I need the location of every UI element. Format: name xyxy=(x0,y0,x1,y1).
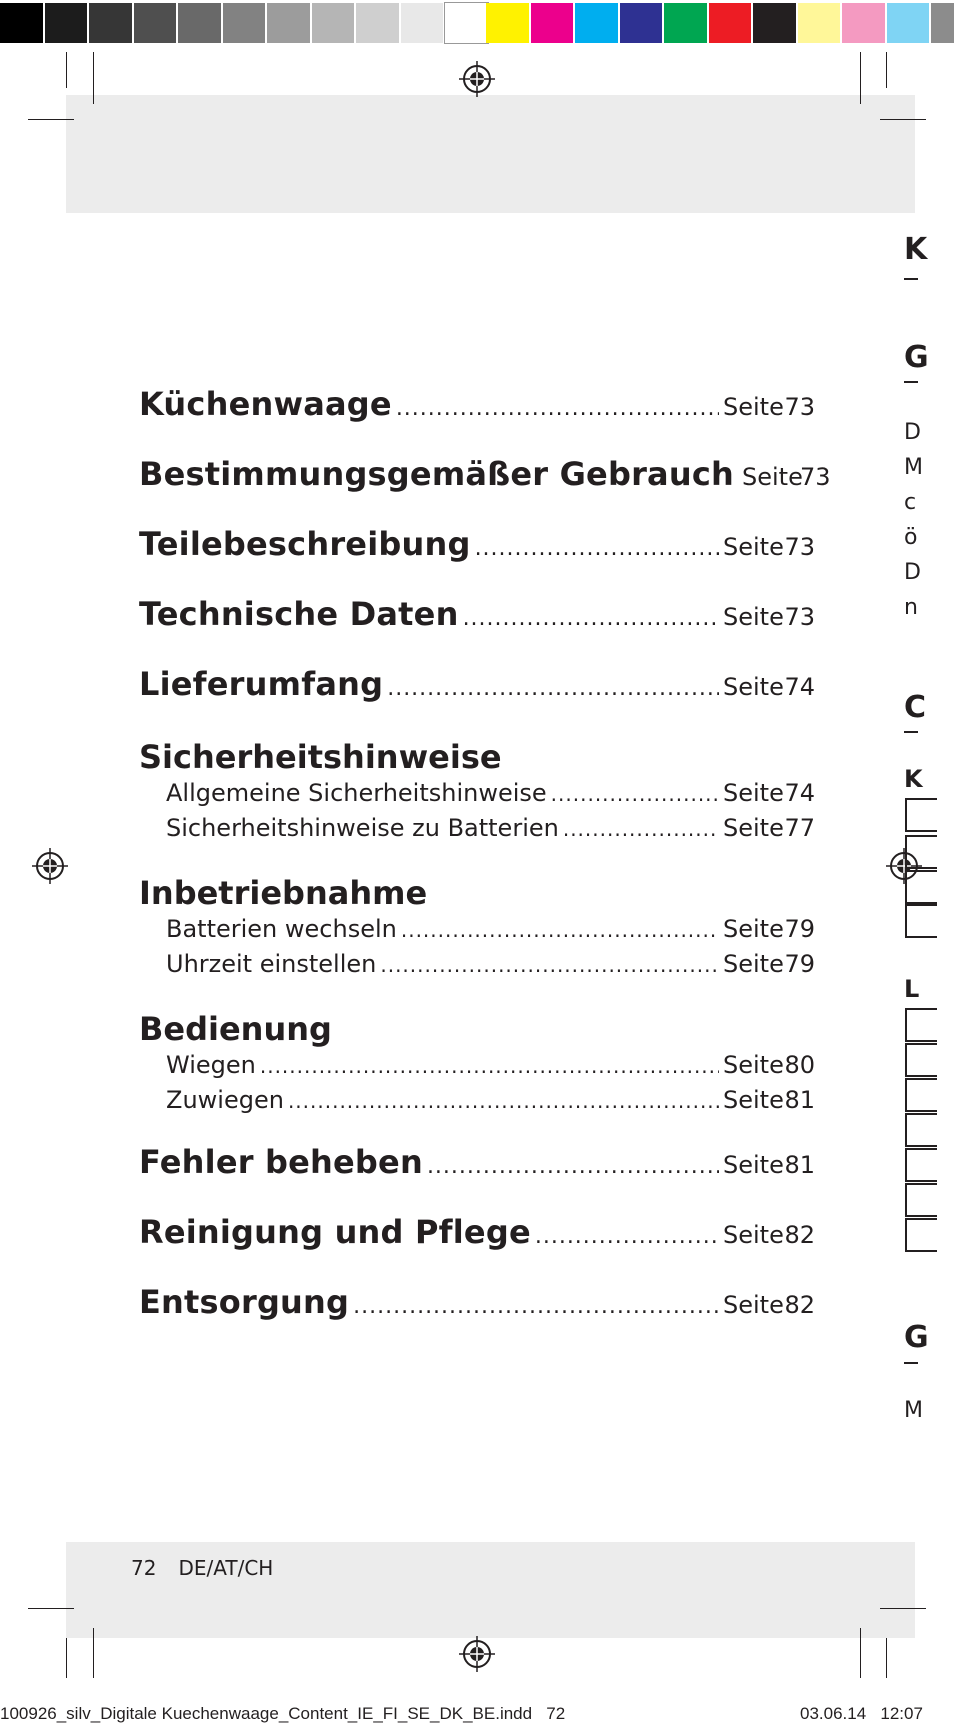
process-color-swatch xyxy=(709,3,752,43)
toc-subentry-label: Allgemeine Sicherheitshinweise xyxy=(166,779,547,807)
toc-subentry-label: Batterien wechseln xyxy=(166,915,397,943)
dot-leader xyxy=(535,1226,719,1248)
crop-mark xyxy=(886,52,887,88)
seite-label: Seite xyxy=(723,950,784,978)
dot-leader xyxy=(353,1296,719,1318)
gray-swatch xyxy=(0,3,43,43)
gray-swatch xyxy=(356,3,399,43)
seite-label: Seite xyxy=(723,603,784,631)
toc-entry-title: Bestimmungsgemäßer Gebrauch xyxy=(139,455,734,493)
gray-swatch xyxy=(223,3,266,43)
registration-mark-icon xyxy=(459,1636,495,1672)
process-color-swatch xyxy=(531,3,574,43)
crop-mark xyxy=(93,1628,94,1678)
toc-entry xyxy=(139,665,815,735)
table-of-contents xyxy=(139,385,831,1353)
process-color-swatch xyxy=(664,3,707,43)
toc-entry-title: Reinigung und Pflege xyxy=(139,1213,531,1251)
crop-mark xyxy=(28,1608,74,1609)
adjacent-page-edge: K G D M c ö D n C K L G M xyxy=(904,0,954,1733)
dot-leader xyxy=(475,538,719,560)
process-color-swatch xyxy=(486,3,529,43)
dot-leader xyxy=(463,608,719,630)
seite-label: Seite xyxy=(741,463,803,491)
gray-swatch xyxy=(312,3,355,43)
toc-entry xyxy=(139,525,815,595)
seite-label: Seite xyxy=(723,1051,784,1079)
page-ref: 80 xyxy=(784,1051,815,1079)
toc-subentry xyxy=(139,1086,815,1121)
page-ref: 73 xyxy=(784,393,815,421)
slug-filename xyxy=(0,1704,565,1724)
header-band xyxy=(66,95,915,213)
toc-entry-title: Fehler beheben xyxy=(139,1143,423,1181)
dot-leader xyxy=(387,678,719,700)
seite-label: Seite xyxy=(723,673,784,701)
crop-mark xyxy=(860,52,861,104)
crop-mark xyxy=(66,1638,67,1678)
page-ref: 82 xyxy=(784,1291,815,1319)
toc-entry xyxy=(139,455,831,525)
slug-timestamp xyxy=(800,1704,923,1724)
page-ref: 73 xyxy=(784,533,815,561)
dot-leader xyxy=(380,953,719,977)
registration-mark-icon xyxy=(32,848,68,884)
gray-swatch xyxy=(45,3,88,43)
toc-subentry xyxy=(139,1051,815,1086)
gray-swatch xyxy=(178,3,221,43)
toc-entry xyxy=(139,385,815,455)
registration-mark-icon xyxy=(459,61,495,97)
page-ref: 73 xyxy=(784,603,815,631)
page-ref: 74 xyxy=(784,779,815,807)
process-color-swatch xyxy=(575,3,618,43)
seite-label: Seite xyxy=(723,1151,784,1179)
crop-mark xyxy=(28,119,74,120)
region-label: DE/AT/CH xyxy=(178,1556,274,1580)
gray-swatch xyxy=(445,3,488,43)
toc-group xyxy=(139,871,815,985)
gray-swatch xyxy=(134,3,177,43)
gray-swatch xyxy=(401,3,444,43)
page-ref: 81 xyxy=(784,1086,815,1114)
seite-label: Seite xyxy=(723,533,784,561)
gray-swatch xyxy=(267,3,310,43)
process-color-swatch xyxy=(620,3,663,43)
seite-label: Seite xyxy=(723,779,784,807)
dot-leader xyxy=(563,817,719,841)
toc-entry-title: Lieferumfang xyxy=(139,665,384,703)
crop-mark xyxy=(66,52,67,88)
toc-entry-title: Teilebeschreibung xyxy=(139,525,471,563)
page-ref: 73 xyxy=(799,463,831,491)
dot-leader xyxy=(427,1156,719,1178)
toc-entry-title: Technische Daten xyxy=(139,595,459,633)
seite-label: Seite xyxy=(723,1086,784,1114)
toc-group xyxy=(139,1007,815,1121)
slug-time: 12:07 xyxy=(880,1704,923,1723)
toc-entry xyxy=(139,595,815,665)
toc-subentry xyxy=(139,915,815,950)
dot-leader xyxy=(288,1089,719,1113)
toc-group-heading: Inbetriebnahme xyxy=(139,874,428,912)
seite-label: Seite xyxy=(723,915,784,943)
toc-subentry-label: Sicherheitshinweise zu Batterien xyxy=(166,814,559,842)
crop-mark xyxy=(860,1628,861,1678)
toc-entry xyxy=(139,1213,815,1283)
dot-leader xyxy=(396,398,719,420)
toc-entry xyxy=(139,1143,815,1213)
page-number: 72 xyxy=(131,1556,157,1580)
toc-subentry-label: Zuwiegen xyxy=(166,1086,284,1114)
toc-subentry-label: Wiegen xyxy=(166,1051,256,1079)
process-color-swatch xyxy=(798,3,841,43)
toc-group-heading: Bedienung xyxy=(139,1010,332,1048)
dot-leader xyxy=(260,1054,719,1078)
toc-group xyxy=(139,735,815,849)
toc-subentry-label: Uhrzeit einstellen xyxy=(166,950,377,978)
crop-mark xyxy=(886,1638,887,1678)
page-ref: 79 xyxy=(784,950,815,978)
seite-label: Seite xyxy=(723,1291,784,1319)
page-ref: 77 xyxy=(784,814,815,842)
slug-date: 03.06.14 xyxy=(800,1704,867,1723)
toc-group-heading: Sicherheitshinweise xyxy=(139,738,502,776)
toc-subentry xyxy=(139,779,815,814)
page-ref: 81 xyxy=(784,1151,815,1179)
seite-label: Seite xyxy=(723,393,784,421)
slug-file: 100926_silv_Digitale Kuechenwaage_Content_IE_FI_SE_DK_BE.indd xyxy=(0,1704,533,1723)
page-ref: 74 xyxy=(784,673,815,701)
dot-leader xyxy=(551,782,719,806)
toc-entry xyxy=(139,1283,815,1353)
page-ref: 79 xyxy=(784,915,815,943)
dot-leader xyxy=(401,918,719,942)
seite-label: Seite xyxy=(723,814,784,842)
seite-label: Seite xyxy=(723,1221,784,1249)
gray-swatch xyxy=(89,3,132,43)
slug-page: 72 xyxy=(546,1704,566,1723)
toc-entry-title: Entsorgung xyxy=(139,1283,350,1321)
page-footer xyxy=(131,1556,295,1580)
crop-mark xyxy=(93,52,94,104)
toc-entry-title: Küchenwaage xyxy=(139,385,392,423)
toc-subentry xyxy=(139,814,815,849)
process-color-swatch xyxy=(753,3,796,43)
page-ref: 82 xyxy=(784,1221,815,1249)
toc-subentry xyxy=(139,950,815,985)
process-color-swatch xyxy=(842,3,885,43)
color-calibration-bar xyxy=(0,0,954,46)
